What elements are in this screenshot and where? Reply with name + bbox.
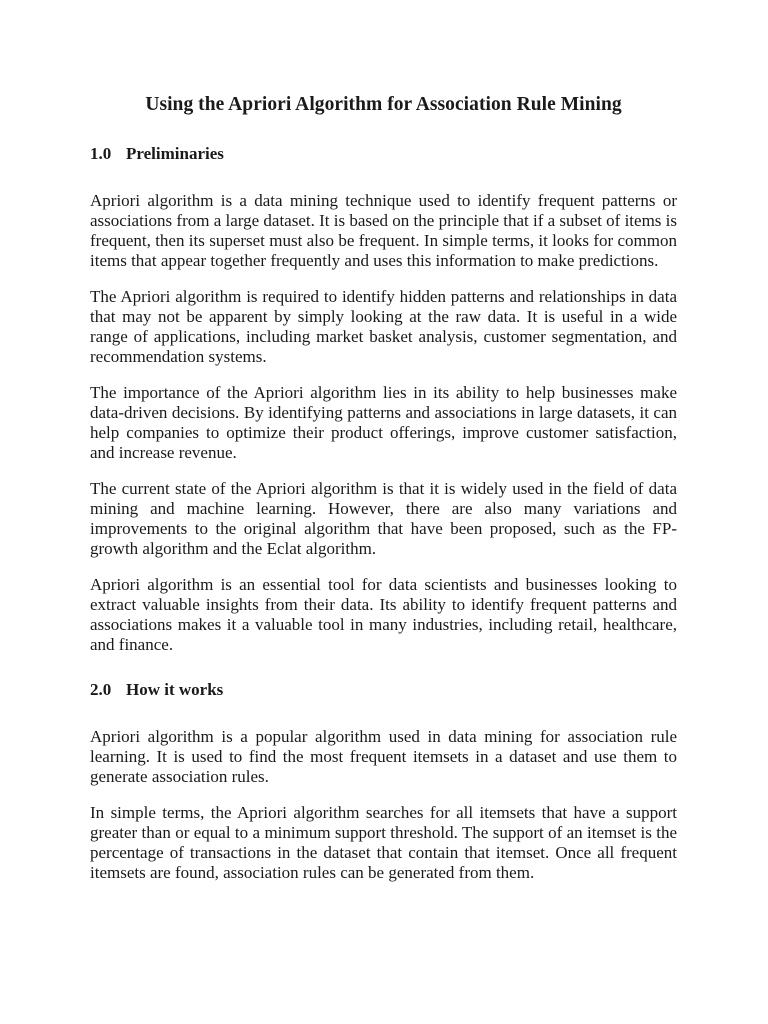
section-number: 1.0 [90,144,112,163]
paragraph: The importance of the Apriori algorithm lies in its ability to help businesses make data-driven decisions. By identifying patterns and associations in large datasets, it can help companies to optimize their product offerings, improve customer satisfaction, and increase revenue. [90,383,677,462]
paragraph: Apriori algorithm is a popular algorithm used in data mining for association rule learning. It is used to find the most frequent itemsets in a dataset and use them to generate association rules. [90,727,677,786]
section-heading-preliminaries [90,143,677,165]
paragraph: Apriori algorithm is an essential tool for data scientists and businesses looking to extract valuable insights from their data. Its ability to identify frequent patterns and associations makes it a valuable tool in many industries, including retail, healthcare, and finance. [90,575,677,654]
section-number: 2.0 [90,680,112,699]
section-title: Preliminaries [126,144,224,163]
paragraph: The current state of the Apriori algorithm is that it is widely used in the field of data mining and machine learning. However, there are also many variations and improvements to the original algorithm that have been proposed, such as the FP-growth algorithm and the Eclat algorithm. [90,479,677,558]
paragraph: In simple terms, the Apriori algorithm searches for all itemsets that have a support greater than or equal to a minimum support threshold. The support of an itemset is the percentage of transactions in the dataset that contain that itemset. Once all frequent itemsets are found, association rules can be generated from them. [90,803,677,882]
section-title: How it works [126,680,224,699]
paragraph: The Apriori algorithm is required to identify hidden patterns and relationships in data that may not be apparent by simply looking at the raw data. It is useful in a wide range of applications, including market basket analysis, customer segmentation, and recommendation systems. [90,287,677,366]
document-title: Using the Apriori Algorithm for Association Rule Mining [145,94,622,115]
paragraph: Apriori algorithm is a data mining technique used to identify frequent patterns or associations from a large dataset. It is based on the principle that if a subset of items is frequent, then its superset must also be frequent. In simple terms, it looks for common items that appear together frequently and uses this information to make predictions. [90,191,677,270]
section-heading-how-it-works [90,679,677,701]
